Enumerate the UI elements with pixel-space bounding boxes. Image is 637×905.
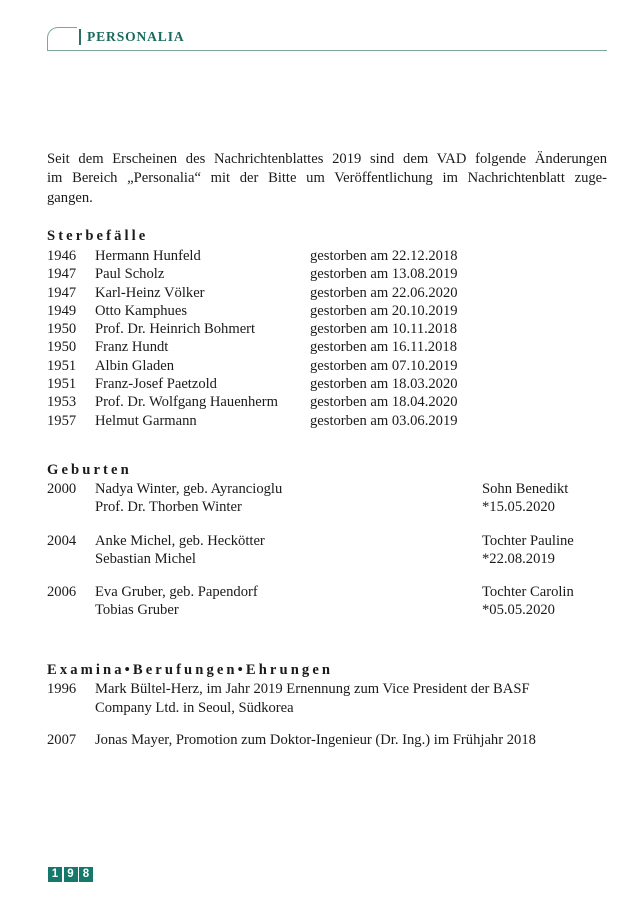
birth-year: 2006	[47, 584, 77, 601]
death-name: Franz-Josef Paetzold	[95, 376, 217, 393]
birth-row-secondary	[47, 601, 607, 619]
birth-row-secondary	[47, 498, 607, 516]
birth-year-spacer	[47, 550, 95, 568]
death-year: 1951	[47, 376, 77, 393]
page-header	[0, 0, 637, 60]
birth-row-primary	[47, 480, 607, 498]
birth-year: 2000	[47, 481, 77, 497]
birth-child-name: Sohn Benedikt	[482, 481, 569, 497]
birth-parent-2: Sebastian Michel	[95, 550, 196, 567]
page-number-digit: 8	[79, 867, 93, 882]
page-number-digit: 9	[64, 867, 78, 882]
death-year: 1950	[47, 339, 77, 356]
page-number-digit: 1	[48, 867, 62, 882]
death-name: Albin Gladen	[95, 357, 175, 374]
header-corner-decoration	[47, 27, 77, 51]
list-item	[47, 583, 607, 620]
exam-description	[95, 731, 607, 750]
page-title: PERSONALIA	[87, 29, 185, 44]
birth-year: 2004	[47, 532, 77, 549]
exam-description	[95, 680, 607, 717]
table-row	[47, 265, 607, 283]
death-date: gestorben am 16.11.2018	[310, 339, 457, 356]
table-row	[47, 412, 607, 430]
table-row	[47, 247, 607, 265]
table-row	[47, 393, 607, 411]
list-item	[47, 480, 607, 517]
death-name: Prof. Dr. Heinrich Bohmert	[95, 321, 256, 338]
list-item	[47, 680, 607, 717]
birth-parent-1: Eva Gruber, geb. Papendorf	[95, 584, 258, 601]
intro-paragraph	[47, 150, 607, 208]
death-date: gestorben am 22.06.2020	[310, 284, 458, 301]
birth-child-date: *15.05.2020	[482, 499, 555, 516]
death-name: Karl-Heinz Völker	[95, 284, 205, 301]
death-date: gestorben am 22.12.2018	[310, 248, 458, 264]
birth-child-name: Tochter Pauline	[482, 532, 574, 549]
deaths-list	[47, 247, 607, 430]
exam-description-line-1: Jonas Mayer, Promotion zum Doktor-Ingenieur (Dr. Ing.) im Frühjahr 2018	[95, 732, 536, 749]
section-heading-births: Geburten	[47, 462, 132, 478]
exam-description-line-2: Company Ltd. in Seoul, Südkorea	[95, 699, 294, 716]
table-row	[47, 320, 607, 338]
exam-description-line-1: Mark Bültel-Herz, im Jahr 2019 Ernennung zum Vice President der BASF	[95, 681, 530, 697]
header-tick-mark	[79, 29, 81, 45]
death-date: gestorben am 18.04.2020	[310, 394, 458, 411]
intro-line-3: gangen.	[47, 189, 93, 206]
death-name: Prof. Dr. Wolfgang Hauenherm	[95, 394, 278, 411]
birth-parent-2: Tobias Gruber	[95, 602, 179, 619]
death-date: gestorben am 07.10.2019	[310, 357, 458, 374]
exam-year: 1996	[47, 681, 77, 697]
death-year: 1951	[47, 357, 77, 374]
header-divider	[47, 50, 607, 51]
intro-line-1: Seit dem Erscheinen des Nachrichtenblattes 2019 sind dem VAD folgende Änderungen	[47, 151, 607, 167]
death-year: 1949	[47, 302, 77, 319]
exam-year: 2007	[47, 732, 77, 749]
death-date: gestorben am 18.03.2020	[310, 376, 458, 393]
section-heading-examina: Examina•Berufungen•Ehrungen	[47, 662, 334, 678]
birth-child-date: *05.05.2020	[482, 602, 555, 619]
death-name: Helmut Garmann	[95, 412, 197, 429]
exam-row	[47, 731, 607, 750]
birth-child-name: Tochter Carolin	[482, 584, 574, 601]
death-year: 1947	[47, 284, 77, 301]
table-row	[47, 302, 607, 320]
birth-row-secondary	[47, 550, 607, 568]
death-year: 1947	[47, 266, 77, 283]
births-list	[47, 480, 607, 620]
death-date: gestorben am 13.08.2019	[310, 266, 458, 283]
birth-child-date: *22.08.2019	[482, 550, 555, 567]
birth-year-spacer	[47, 601, 95, 619]
table-row	[47, 338, 607, 356]
death-year: 1953	[47, 394, 77, 411]
section-heading-deaths: Sterbefälle	[47, 228, 149, 244]
birth-row-primary	[47, 532, 607, 550]
table-row	[47, 284, 607, 302]
death-name: Hermann Hunfeld	[95, 248, 201, 264]
birth-parent-1: Anke Michel, geb. Heckötter	[95, 532, 265, 549]
death-date: gestorben am 20.10.2019	[310, 302, 458, 319]
list-item	[47, 731, 607, 750]
death-year: 1957	[47, 412, 77, 429]
birth-parent-2: Prof. Dr. Thorben Winter	[95, 499, 242, 516]
death-date: gestorben am 10.11.2018	[310, 321, 457, 338]
birth-parent-1: Nadya Winter, geb. Ayrancioglu	[95, 481, 283, 497]
table-row	[47, 375, 607, 393]
death-name: Otto Kamphues	[95, 302, 188, 319]
birth-year-spacer	[47, 498, 95, 516]
death-year: 1946	[47, 248, 77, 264]
examina-list	[47, 680, 607, 750]
birth-row-primary	[47, 583, 607, 601]
document-content	[47, 150, 607, 749]
list-item	[47, 532, 607, 569]
death-name: Franz Hundt	[95, 339, 169, 356]
exam-row	[47, 680, 607, 717]
intro-line-2: im Bereich „Personalia“ mit der Bitte um Veröffentlichung im Nachrichtenblatt zuge-	[47, 170, 607, 187]
page-number	[48, 867, 93, 882]
death-year: 1950	[47, 321, 77, 338]
death-name: Paul Scholz	[95, 266, 165, 283]
table-row	[47, 357, 607, 375]
death-date: gestorben am 03.06.2019	[310, 412, 458, 429]
